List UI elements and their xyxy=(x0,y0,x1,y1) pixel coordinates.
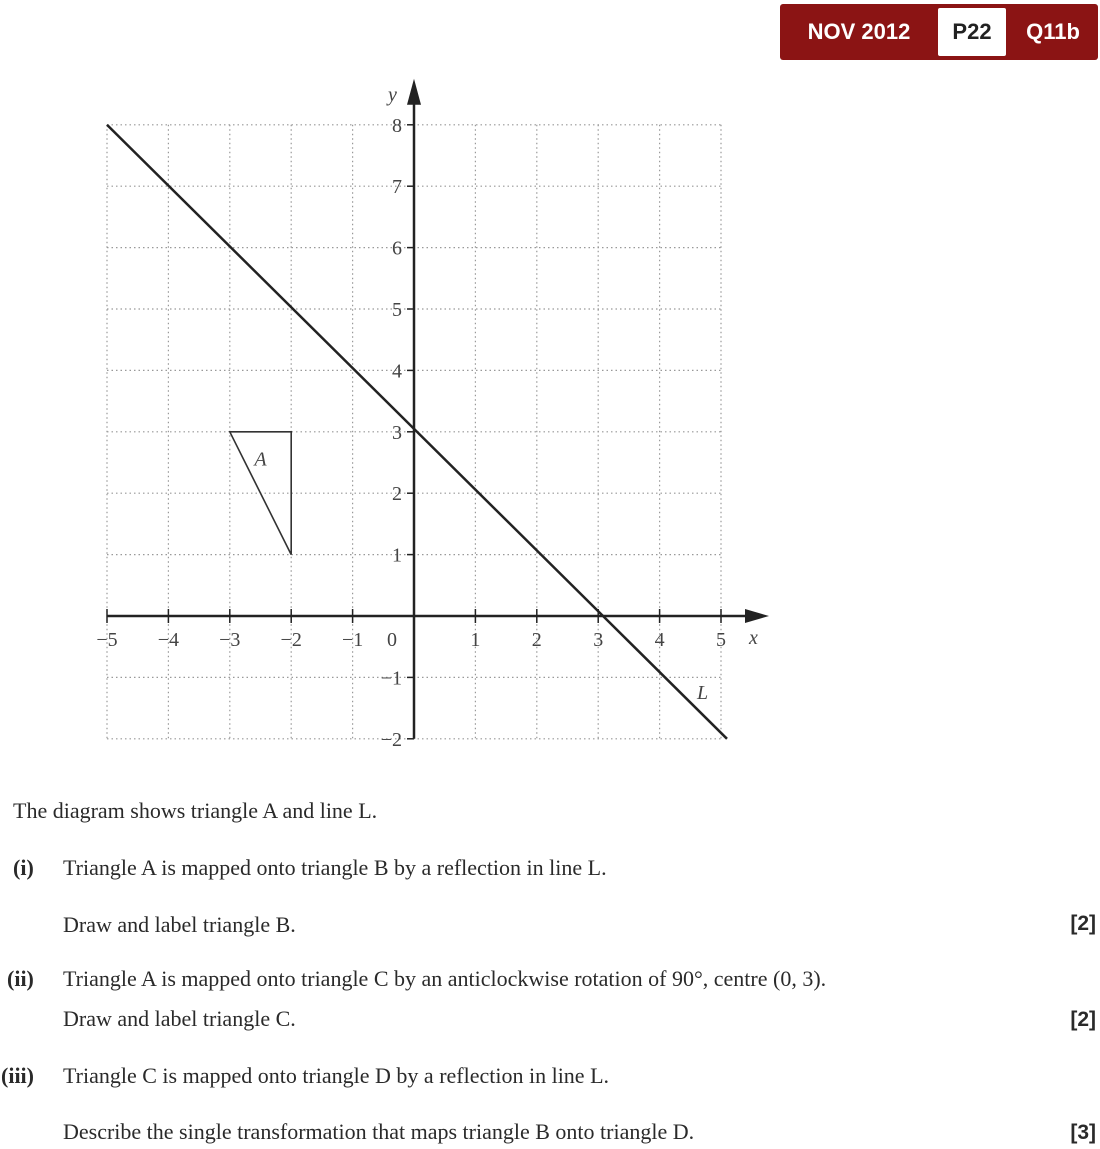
tick-labels xyxy=(96,84,758,751)
y-tick-label: 1 xyxy=(392,544,402,567)
y-tick-label: 3 xyxy=(392,421,402,444)
triangle-a-label: A xyxy=(254,448,267,471)
y-axis-arrow xyxy=(407,79,421,105)
x-tick-label: 3 xyxy=(593,629,604,651)
part-ii-number: (ii) xyxy=(7,966,34,991)
badge-paper: P22 xyxy=(938,8,1006,56)
x-tick-label: −4 xyxy=(157,629,180,651)
y-tick-label: 4 xyxy=(392,360,402,383)
x-tick-label: 2 xyxy=(531,629,542,651)
question-badge xyxy=(780,4,1098,60)
y-tick-label: −2 xyxy=(380,728,402,751)
part-i-line-2: Draw and label triangle B. xyxy=(63,912,296,937)
axes xyxy=(107,79,769,739)
part-i-marks: [2] xyxy=(1070,912,1096,935)
x-tick-label: 5 xyxy=(716,629,726,651)
intro-text: The diagram shows triangle A and line L. xyxy=(13,798,378,823)
part-iii-line-2: Describe the single transformation that maps triangle B onto triangle D. xyxy=(63,1119,695,1144)
y-tick-label: −1 xyxy=(380,667,402,690)
x-tick-label: 0 xyxy=(387,629,397,651)
y-tick-label: 7 xyxy=(392,176,402,199)
part-iii-line-1: Triangle C is mapped onto triangle D by a reflection in line L. xyxy=(63,1063,610,1088)
x-tick-label: −1 xyxy=(341,629,364,651)
x-tick-label: −2 xyxy=(280,629,302,651)
line-l-label: L xyxy=(697,681,709,704)
part-ii-line-2: Draw and label triangle C. xyxy=(63,1006,296,1031)
x-axis-arrow xyxy=(745,609,769,623)
y-tick-label: 8 xyxy=(392,114,402,137)
x-axis-label: x xyxy=(749,627,758,649)
x-tick-label: −3 xyxy=(219,629,241,651)
y-tick-label: 6 xyxy=(392,237,402,260)
part-ii-line-1: Triangle A is mapped onto triangle C by an anticlockwise rotation of 90°, centre (0, 3). xyxy=(63,966,827,991)
y-tick-label: 2 xyxy=(392,483,402,506)
part-i-number: (i) xyxy=(13,855,34,880)
y-axis-label: y xyxy=(388,83,397,106)
part-ii-marks: [2] xyxy=(1070,1008,1096,1031)
badge-session: NOV 2012 xyxy=(807,19,911,44)
y-tick-label: 5 xyxy=(392,299,402,321)
coordinate-diagram xyxy=(0,0,800,760)
part-iii-marks: [3] xyxy=(1070,1121,1096,1144)
badge-question: Q11b xyxy=(1026,19,1080,44)
x-tick-label: 1 xyxy=(470,629,481,651)
x-tick-label: −5 xyxy=(96,629,118,651)
x-tick-label: 4 xyxy=(654,629,665,651)
part-iii-number: (iii) xyxy=(1,1063,34,1088)
part-i-line-1: Triangle A is mapped onto triangle B by a reflection in line L. xyxy=(63,855,607,880)
